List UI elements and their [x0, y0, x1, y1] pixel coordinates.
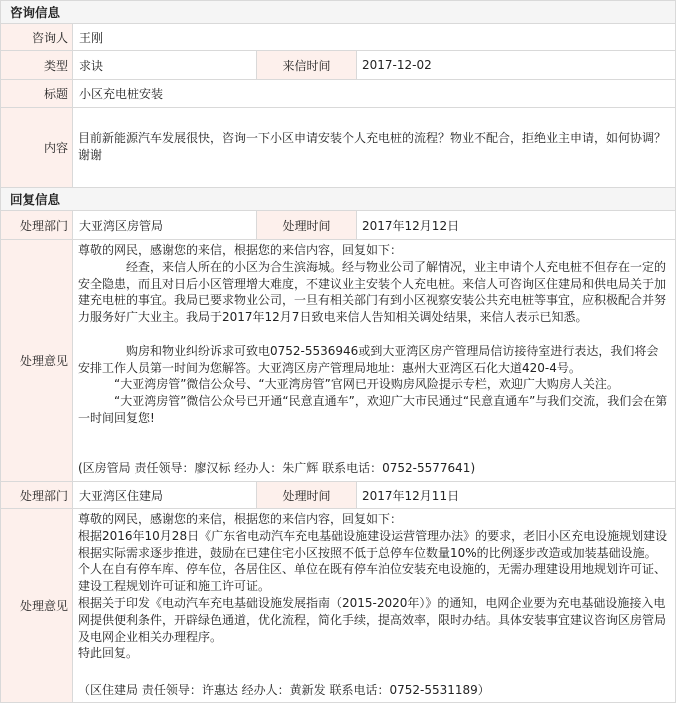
reply-section-header: 回复信息: [1, 188, 675, 211]
reply-2-time-label: 处理时间: [256, 482, 357, 508]
content-row: [1, 108, 675, 188]
content-label: 内容: [1, 108, 73, 187]
reply-1-time-value: 2017年12月12日: [362, 218, 460, 233]
reply-1-paragraph: “大亚湾房管”微信公众号、“大亚湾房管”官网已开设购房风险提示专栏，欢迎广大购房人关注。: [114, 377, 619, 392]
reply-2-paragraph: 根据2016年10月28日《广东省电动汽车充电基础设施建设运营管理办法》的要求，老旧小区充电设施规划建设根据实际需求逐步推进，鼓励在已建住宅小区按照不低于总停车位数量10%的比例逐步改造或加装基础设施。: [78, 528, 668, 560]
reply-1-opinion-text: [74, 240, 675, 481]
reply-2-signature: （区住建局 责任领导：许惠达 经办人：黄新发 联系电话：0752-5531189）: [78, 683, 490, 697]
reply-2-paragraph: 个人在自有停车库、停车位，各居住区、单位在既有停车泊位安装充电设施的，无需办理建设用地规划许可证、建设工程规划许可证和施工许可证。: [78, 562, 667, 594]
reply-1-opinion-label: 处理意见: [1, 240, 73, 481]
reply-2-dept-label: 处理部门: [1, 482, 73, 508]
date-label: 来信时间: [256, 51, 357, 79]
reply-1-paragraph: 尊敬的网民，感谢您的来信，根据您的来信内容，回复如下：: [78, 243, 403, 257]
reply-2-opinion-label: 处理意见: [1, 509, 73, 702]
reply-1-dept-value: 大亚湾区房管局: [79, 218, 164, 233]
reply-2-dept-value: 大亚湾区住建局: [79, 488, 164, 503]
reply-2-dept-row: [1, 482, 675, 509]
consultant-label: 咨询人: [1, 24, 73, 50]
reply-2-paragraph: 特此回复。: [78, 646, 139, 661]
consultant-value: 王刚: [79, 30, 104, 45]
date-value: 2017-12-02: [362, 58, 432, 72]
reply-2-time-value: 2017年12月11日: [362, 488, 460, 503]
reply-2-opinion-text: [74, 509, 675, 702]
reply-1-signature: (区房管局 责任领导：廖汉标 经办人：朱广辉 联系电话：0752-5577641): [78, 461, 476, 475]
consult-section-header: 咨询信息: [1, 1, 675, 24]
reply-1-paragraph: 经查，来信人所在的小区为合生滨海城。经与物业公司了解情况，业主申请个人充电桩不但存在一定的安全隐患，而且对日后小区管理增大难度，不建议业主安装个人充电桩。来信人可咨询区住建局和供电局关于加建充电桩的事宜。我局已要求物业公司，一旦有相关部门有到小区视察安装公共充电桩等事宜，应积极配合并努力服务好广大业主。我局于2017年12月7日致电来信人告知相关调处结果，来信人表示已知悉。: [78, 259, 667, 325]
type-date-row: [1, 51, 675, 80]
reply-2-opinion-row: [1, 509, 675, 702]
reply-1-opinion-row: [1, 240, 675, 482]
type-value: 求诀: [79, 58, 104, 73]
reply-2-paragraph: 尊敬的网民，感谢您的来信，根据您的来信内容，回复如下：: [78, 512, 403, 526]
type-label: 类型: [1, 51, 73, 79]
reply-1-paragraph: 购房和物业纠纷诉求可致电0752-5536946或到大亚湾区房产管理局信访接待室进行表达，我们将会安排工作人员第一时间为您解答。大亚湾区房产管理局地址：惠州大亚湾区石化大道420-4号。: [78, 343, 659, 375]
reply-1-time-label: 处理时间: [256, 211, 357, 239]
subject-value: 小区充电桩安装: [79, 87, 164, 101]
subject-row: [1, 80, 675, 108]
reply-1-dept-row: [1, 211, 675, 240]
reply-1-dept-label: 处理部门: [1, 211, 73, 239]
consultant-row: [1, 24, 675, 51]
subject-label: 标题: [1, 80, 73, 107]
reply-2-paragraph: 根据关于印发《电动汽车充电基础设施发展指南（2015-2020年）》的通知，电网企业要为充电基础设施接入电网提供便利条件，开辟绿色通道，优化流程，简化手续，提高效率，限时办结。具体安装事宜建议咨询区房管局及电网企业相关办理程序。: [78, 595, 667, 644]
content-text: 目前新能源汽车发展很快，咨询一下小区申请安装个人充电桩的流程？物业不配合，拒绝业主申请，如何协调？谢谢: [78, 131, 667, 162]
reply-1-paragraph: “大亚湾房管”微信公众号已开通“民意直通车”，欢迎广大市民通过“民意直通车”与我们交流，我们会在第一时间回复您!: [78, 394, 668, 425]
